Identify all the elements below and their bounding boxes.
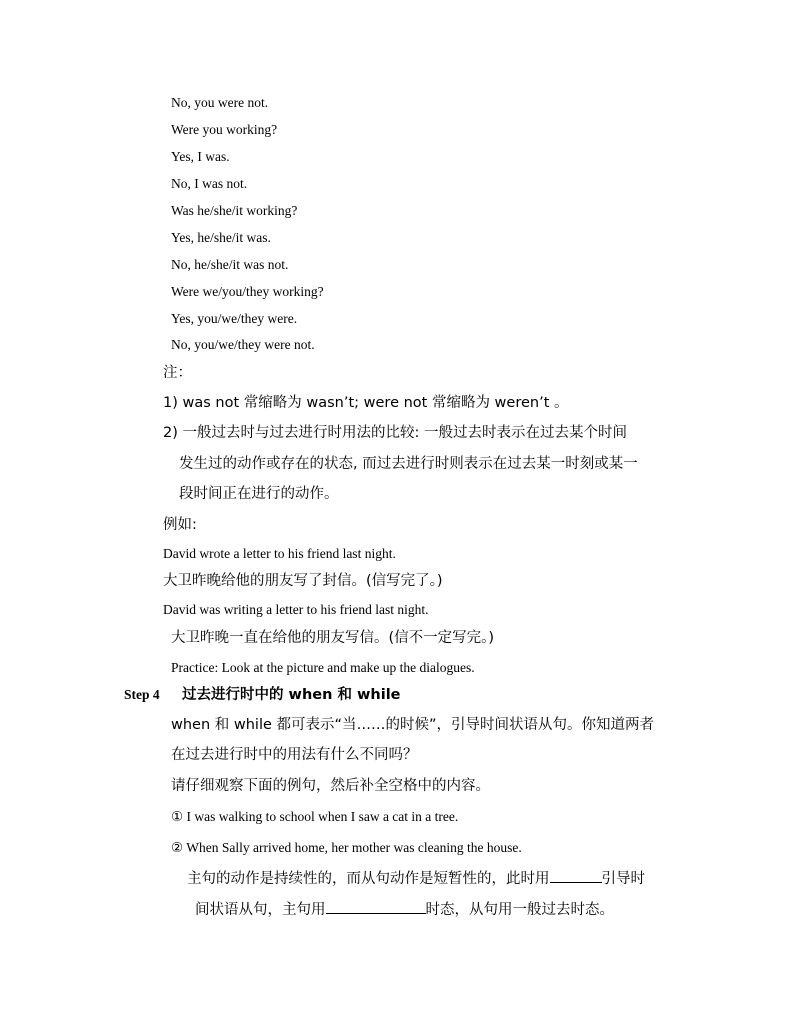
note-item-2-line-2: 发生过的动作或存在的状态, 而过去进行时则表示在过去某一时刻或某一 bbox=[179, 456, 638, 472]
step-4-example-1: ① I was walking to school when I saw a cat in a tree. bbox=[171, 809, 459, 824]
step-4-heading bbox=[124, 686, 401, 704]
example-2-chinese: 大卫昨晚一直在给他的朋友写信。(信不一定写完。) bbox=[171, 630, 495, 646]
example-1-chinese: 大卫昨晚给他的朋友写了封信。(信写完了。) bbox=[163, 573, 443, 589]
step-4-intro-line-1: when 和 while 都可表示“当……的时候”，引导时间状语从句。你知道两者 bbox=[171, 717, 655, 733]
answer-line-9: Yes, you/we/they were. bbox=[171, 311, 298, 326]
note-item-2-line-1: 2) 一般过去时与过去进行时用法的比较: 一般过去时表示在过去某个时间 bbox=[163, 425, 627, 441]
fill-in-line-1-text-a: 主句的动作是持续性的，而从句动作是短暂性的，此时用 bbox=[187, 871, 550, 887]
step-4-intro-line-2: 在过去进行时中的用法有什么不同吗？ bbox=[171, 747, 418, 763]
example-label: 例如: bbox=[163, 517, 197, 533]
step-4-title: 过去进行时中的 when 和 while bbox=[182, 687, 401, 703]
fill-in-line-1-text-b: 引导时 bbox=[601, 871, 645, 887]
answer-line-4: No, I was not. bbox=[171, 176, 248, 191]
example-1-english: David wrote a letter to his friend last night. bbox=[163, 546, 396, 561]
answer-line-3: Yes, I was. bbox=[171, 149, 230, 164]
note-item-1: 1) was not 常缩略为 wasn’t; were not 常缩略为 weren’t 。 bbox=[163, 395, 569, 411]
fill-in-line-2-text-a: 间状语从句，主句用 bbox=[195, 902, 326, 918]
answer-line-2: Were you working? bbox=[171, 122, 278, 137]
step-4-example-2: ② When Sally arrived home, her mother was cleaning the house. bbox=[171, 840, 522, 855]
example-2-english: David was writing a letter to his friend last night. bbox=[163, 602, 429, 617]
step-4-instruction: 请仔细观察下面的例句，然后补全空格中的内容。 bbox=[171, 778, 490, 794]
answer-line-8: Were we/you/they working? bbox=[171, 284, 324, 299]
fill-in-blank-1[interactable] bbox=[550, 868, 602, 883]
answer-line-6: Yes, he/she/it was. bbox=[171, 230, 271, 245]
fill-in-line-1 bbox=[187, 868, 645, 888]
note-item-2-line-3: 段时间正在进行的动作。 bbox=[179, 486, 339, 502]
note-label: 注： bbox=[163, 365, 192, 381]
fill-in-line-2 bbox=[195, 899, 614, 919]
practice-line: Practice: Look at the picture and make up the dialogues. bbox=[171, 660, 475, 675]
fill-in-blank-2[interactable] bbox=[326, 899, 426, 914]
answer-line-7: No, he/she/it was not. bbox=[171, 257, 289, 272]
answer-line-10: No, you/we/they were not. bbox=[171, 337, 315, 352]
fill-in-line-2-text-b: 时态，从句用一般过去时态。 bbox=[425, 902, 614, 918]
answer-line-1: No, you were not. bbox=[171, 95, 269, 110]
answer-line-5: Was he/she/it working? bbox=[171, 203, 298, 218]
step-4-label: Step 4 bbox=[124, 687, 160, 702]
